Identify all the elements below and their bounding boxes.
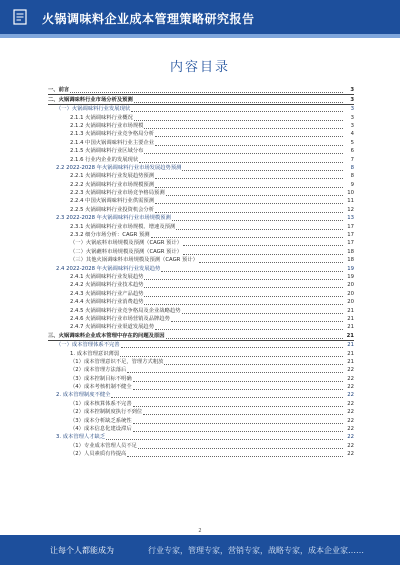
toc-entry[interactable] <box>48 86 354 95</box>
toc-leader-dots <box>134 102 343 103</box>
toc-entry-text: 2.2.5 火锅调味料行业投资机会分析 <box>70 206 155 213</box>
toc-entry-text: 2.1.1 火锅调味料行业概况 <box>70 114 133 121</box>
footer-tagline: 行业专家，管理专家，营销专家，战略专家，成本企业家…… <box>148 546 364 555</box>
toc-entry[interactable] <box>48 205 354 213</box>
toc-entry[interactable] <box>48 180 354 188</box>
toc-entry[interactable] <box>48 189 354 197</box>
toc-entry-text: 2.4.2 火锅调味料行业技术趋势 <box>70 282 144 289</box>
toc-entry[interactable] <box>48 105 354 113</box>
toc-entry[interactable] <box>48 323 354 331</box>
toc-entry-text: 2.2.1 火锅调味料行业发展趋势预测 <box>70 173 155 180</box>
toc-entry-page: 22 <box>347 384 354 391</box>
toc-entry-text: 2.2.3 火锅调味料行业市场竞争格局预测 <box>70 190 165 197</box>
toc-entry[interactable] <box>48 298 354 306</box>
toc-entry[interactable] <box>48 399 354 407</box>
toc-leader-dots <box>161 271 343 272</box>
toc-entry-page: 22 <box>347 392 354 399</box>
toc-entry-text: 2.2 2022-2028 年火锅调味料行业市场发展趋势预测 <box>56 164 182 171</box>
toc-entry-page: 6 <box>350 148 354 155</box>
toc-entry[interactable] <box>48 391 354 399</box>
toc-leader-dots <box>171 321 343 322</box>
toc-entry-page: 17 <box>347 223 354 230</box>
toc-leader-dots <box>106 439 343 440</box>
toc-leader-dots <box>144 296 343 297</box>
toc-entry[interactable] <box>48 306 354 314</box>
toc-leader-dots <box>139 162 343 163</box>
toc-entry[interactable] <box>48 264 354 272</box>
toc-leader-dots <box>127 372 343 373</box>
toc-entry-page: 20 <box>347 282 354 289</box>
toc-entry[interactable] <box>48 197 354 205</box>
toc-entry[interactable] <box>48 214 354 222</box>
toc-entry-text: 2.1.6 行业内企业的发展现状 <box>70 156 139 163</box>
toc-leader-dots <box>151 237 343 238</box>
toc-entry-text: （1）专业成本管理人员不足 <box>70 442 137 449</box>
toc-entry-text: （二）火锅蘸料市场规模及预测（CAGR 预计） <box>70 248 183 255</box>
toc-leader-dots <box>133 381 343 382</box>
toc-entry-page: 22 <box>347 375 354 382</box>
toc-entry-page: 17 <box>347 232 354 239</box>
toc-entry[interactable] <box>48 366 354 374</box>
report-header <box>0 0 400 38</box>
toc-entry-text: 2. 成本管理制度不健全 <box>56 392 111 399</box>
toc-entry-text: （一）火锅底料市场规模及预测（CAGR 预计） <box>70 240 183 247</box>
toc-entry-text: （4）成本考核机制不健全 <box>70 384 132 391</box>
toc-entry[interactable] <box>48 281 354 289</box>
toc-entry-page: 21 <box>347 307 354 314</box>
toc-entry[interactable] <box>48 341 354 349</box>
toc-entry[interactable] <box>48 256 354 264</box>
toc-leader-dots <box>144 304 343 305</box>
toc-entry-text: （1）成本核算体系不完善 <box>70 400 132 407</box>
toc-entry[interactable] <box>48 113 354 121</box>
toc-entry[interactable] <box>48 122 354 130</box>
toc-entry-text: （一）火锅调味料行业发展现状 <box>56 106 131 113</box>
toc-entry[interactable] <box>48 222 354 230</box>
toc-entry-page: 9 <box>350 181 354 188</box>
toc-entry[interactable] <box>48 172 354 180</box>
toc-leader-dots <box>155 203 343 204</box>
toc-entry-text: 三、火锅调味料企业成本管理中存在的问题及原因 <box>48 332 165 339</box>
toc-entry-page: 21 <box>347 324 354 331</box>
toc-entry[interactable] <box>48 408 354 416</box>
toc-entry-text: （一）成本管理体系不完善 <box>56 342 120 349</box>
toc-entry-page: 8 <box>350 173 354 180</box>
toc-entry[interactable] <box>48 247 354 255</box>
toc-entry-page: 5 <box>350 139 354 146</box>
toc-leader-dots <box>133 389 343 390</box>
toc-leader-dots <box>155 187 343 188</box>
toc-leader-dots <box>134 120 343 121</box>
toc-entry-page: 19 <box>347 273 354 280</box>
toc-entry-page: 13 <box>347 215 354 222</box>
toc-leader-dots <box>199 262 343 263</box>
toc-entry-page: 3 <box>350 87 354 94</box>
toc-entry-text: 2.4.7 火锅调味料行业渠道发展趋势 <box>70 324 155 331</box>
toc-entry-page: 18 <box>347 257 354 264</box>
toc-entry-page: 18 <box>347 248 354 255</box>
toc-leader-dots <box>155 212 343 213</box>
toc-leader-dots <box>176 229 343 230</box>
toc-entry-text: 2.1.3 火锅调味料行业竞争格局分析 <box>70 131 155 138</box>
toc-entry-text: 2.2.2 火锅调味料行业市场规模预测 <box>70 181 155 188</box>
toc-leader-dots <box>144 287 343 288</box>
toc-entry-text: 2.1.5 火锅调味料行业区域分布 <box>70 148 144 155</box>
toc-entry[interactable] <box>48 383 354 391</box>
toc-entry-text: 2.4.6 火锅调味料行业市场营销及品牌趋势 <box>70 315 170 322</box>
toc-leader-dots <box>155 136 343 137</box>
toc-entry-text: 二、火锅调味料行业市场分析及预测 <box>48 96 133 103</box>
toc-entry-page: 10 <box>347 190 354 197</box>
page-number: 2 <box>198 528 202 534</box>
toc-entry-page: 22 <box>347 367 354 374</box>
toc-entry-page: 21 <box>347 350 354 357</box>
toc-entry-text: 2.4 2022-2028 年火锅调味料行业发展趋势 <box>56 265 161 272</box>
toc-leader-dots <box>144 128 343 129</box>
toc-entry-page: 22 <box>347 426 354 433</box>
toc-leader-dots <box>166 195 343 196</box>
toc-leader-dots <box>183 245 343 246</box>
toc-entry-text: 3. 成本管理人才缺乏 <box>56 434 106 441</box>
footer-bar <box>0 535 400 565</box>
toc-entry-text: （3）成本分析缺乏系统性 <box>70 417 132 424</box>
toc-entry-text: 2.1.4 中国火锅调味料行业主要企业 <box>70 139 155 146</box>
toc-entry-text: 2.3.2 细分市场分析：CAGR 预测 <box>70 232 150 239</box>
toc-entry-text: 2.4.3 火锅调味料行业产品趋势 <box>70 290 144 297</box>
toc-leader-dots <box>155 329 343 330</box>
toc-leader-dots <box>166 338 343 339</box>
toc-leader-dots <box>138 448 343 449</box>
toc-leader-dots <box>133 406 343 407</box>
toc-entry-page: 22 <box>347 417 354 424</box>
toc-entry-page: 21 <box>347 358 354 365</box>
toc-leader-dots <box>120 356 343 357</box>
toc-entry[interactable] <box>48 358 354 366</box>
toc-leader-dots <box>172 220 343 221</box>
toc-entry-page: 22 <box>347 409 354 416</box>
toc-entry-text: 2.1.2 火锅调味料行业市场规模 <box>70 122 144 129</box>
toc-entry-text: 一、前言 <box>48 87 70 94</box>
header-stripe <box>0 34 400 38</box>
toc-leader-dots <box>127 456 343 457</box>
toc-leader-dots <box>144 153 343 154</box>
toc-entry-text: 2.4.4 火锅调味料行业消费趋势 <box>70 299 144 306</box>
report-title: 火锅调味料企业成本管理策略研究报告 <box>42 12 255 26</box>
toc-entry-text: （1）成本管理意识不足，管理方式粗放 <box>70 358 164 365</box>
toc-entry-page: 3 <box>350 106 354 113</box>
toc-entry-page: 19 <box>347 265 354 272</box>
toc-leader-dots <box>182 170 343 171</box>
toc-entry-text: （3）成本控制目标不明确 <box>70 375 132 382</box>
toc-leader-dots <box>143 414 343 415</box>
toc-entry-text: 2.3.1 火锅调味料行业市场规模、增速及预测 <box>70 223 176 230</box>
toc-entry-page: 7 <box>350 156 354 163</box>
toc-leader-dots <box>70 92 343 93</box>
toc-entry[interactable] <box>48 273 354 281</box>
toc-entry-page: 22 <box>347 434 354 441</box>
toc-leader-dots <box>164 364 343 365</box>
toc-entry[interactable] <box>48 155 354 163</box>
toc-entry[interactable] <box>48 433 354 441</box>
toc-entry[interactable] <box>48 349 354 357</box>
toc-entry[interactable] <box>48 147 354 155</box>
toc-entry-text: 2.4.5 火锅调味料行业竞争格局及企业战略趋势 <box>70 307 181 314</box>
toc-entry[interactable] <box>48 331 354 340</box>
toc-leader-dots <box>155 145 343 146</box>
toc-leader-dots <box>121 347 343 348</box>
toc-entry-text: （2）人员素质有待提高 <box>70 451 127 458</box>
toc-entry-page: 21 <box>347 342 354 349</box>
toc-entry[interactable] <box>48 315 354 323</box>
toc-entry[interactable] <box>48 289 354 297</box>
toc-entry[interactable] <box>48 416 354 424</box>
toc-leader-dots <box>131 111 343 112</box>
toc-entry-page: 22 <box>347 442 354 449</box>
toc-entry-page: 3 <box>350 114 354 121</box>
toc-entry-page: 12 <box>347 206 354 213</box>
toc-entry[interactable] <box>48 231 354 239</box>
toc-entry-page: 8 <box>350 164 354 171</box>
toc-leader-dots <box>144 279 343 280</box>
document-icon <box>12 9 28 25</box>
toc-entry[interactable] <box>48 450 354 458</box>
toc-entry-page: 17 <box>347 240 354 247</box>
toc-leader-dots <box>133 423 343 424</box>
toc-entry[interactable] <box>48 164 354 172</box>
toc-entry-text: （4）成本信息化建设滞后 <box>70 426 132 433</box>
toc-entry-text: （2）成本管理方法落后 <box>70 367 127 374</box>
toc-entry-page: 21 <box>347 315 354 322</box>
toc-leader-dots <box>182 313 343 314</box>
toc-entry[interactable] <box>48 239 354 247</box>
toc-entry[interactable] <box>48 138 354 146</box>
toc-entry-page: 20 <box>347 299 354 306</box>
toc-leader-dots <box>133 431 343 432</box>
toc-entry-page: 22 <box>347 451 354 458</box>
toc-leader-dots <box>155 178 343 179</box>
toc-entry-page: 20 <box>347 290 354 297</box>
toc-entry[interactable] <box>48 441 354 449</box>
toc-entry[interactable] <box>48 130 354 138</box>
toc-entry-page: 3 <box>350 96 354 103</box>
toc-entry[interactable] <box>48 425 354 433</box>
toc-entry-text: （2）成本控制制度执行不到位 <box>70 409 143 416</box>
footer-slogan: 让每个人都能成为 <box>50 546 114 555</box>
toc-entry[interactable] <box>48 374 354 382</box>
toc-entry-text: （三）其他火锅调味料市场规模及预测（CAGR 预计） <box>70 257 198 264</box>
toc-leader-dots <box>111 397 343 398</box>
toc-title: 内容目录 <box>169 60 230 75</box>
toc-entry-text: 2.3 2022-2028 年火锅调味料行业市场规模预测 <box>56 215 171 222</box>
toc-list <box>48 86 354 458</box>
toc-entry-text: 2.4.1 火锅调味料行业发展趋势 <box>70 273 144 280</box>
toc-entry[interactable] <box>48 95 354 104</box>
toc-entry-text: 1. 成本管理意识薄弱 <box>70 350 120 357</box>
toc-entry-page: 11 <box>347 198 354 205</box>
toc-entry-page: 4 <box>350 131 354 138</box>
toc-entry-text: 2.2.4 中国火锅调味料行业供需预测 <box>70 198 155 205</box>
toc-entry-page: 22 <box>347 400 354 407</box>
toc-entry-page: 3 <box>350 122 354 129</box>
toc-entry-page: 21 <box>346 332 354 339</box>
toc-leader-dots <box>183 254 343 255</box>
